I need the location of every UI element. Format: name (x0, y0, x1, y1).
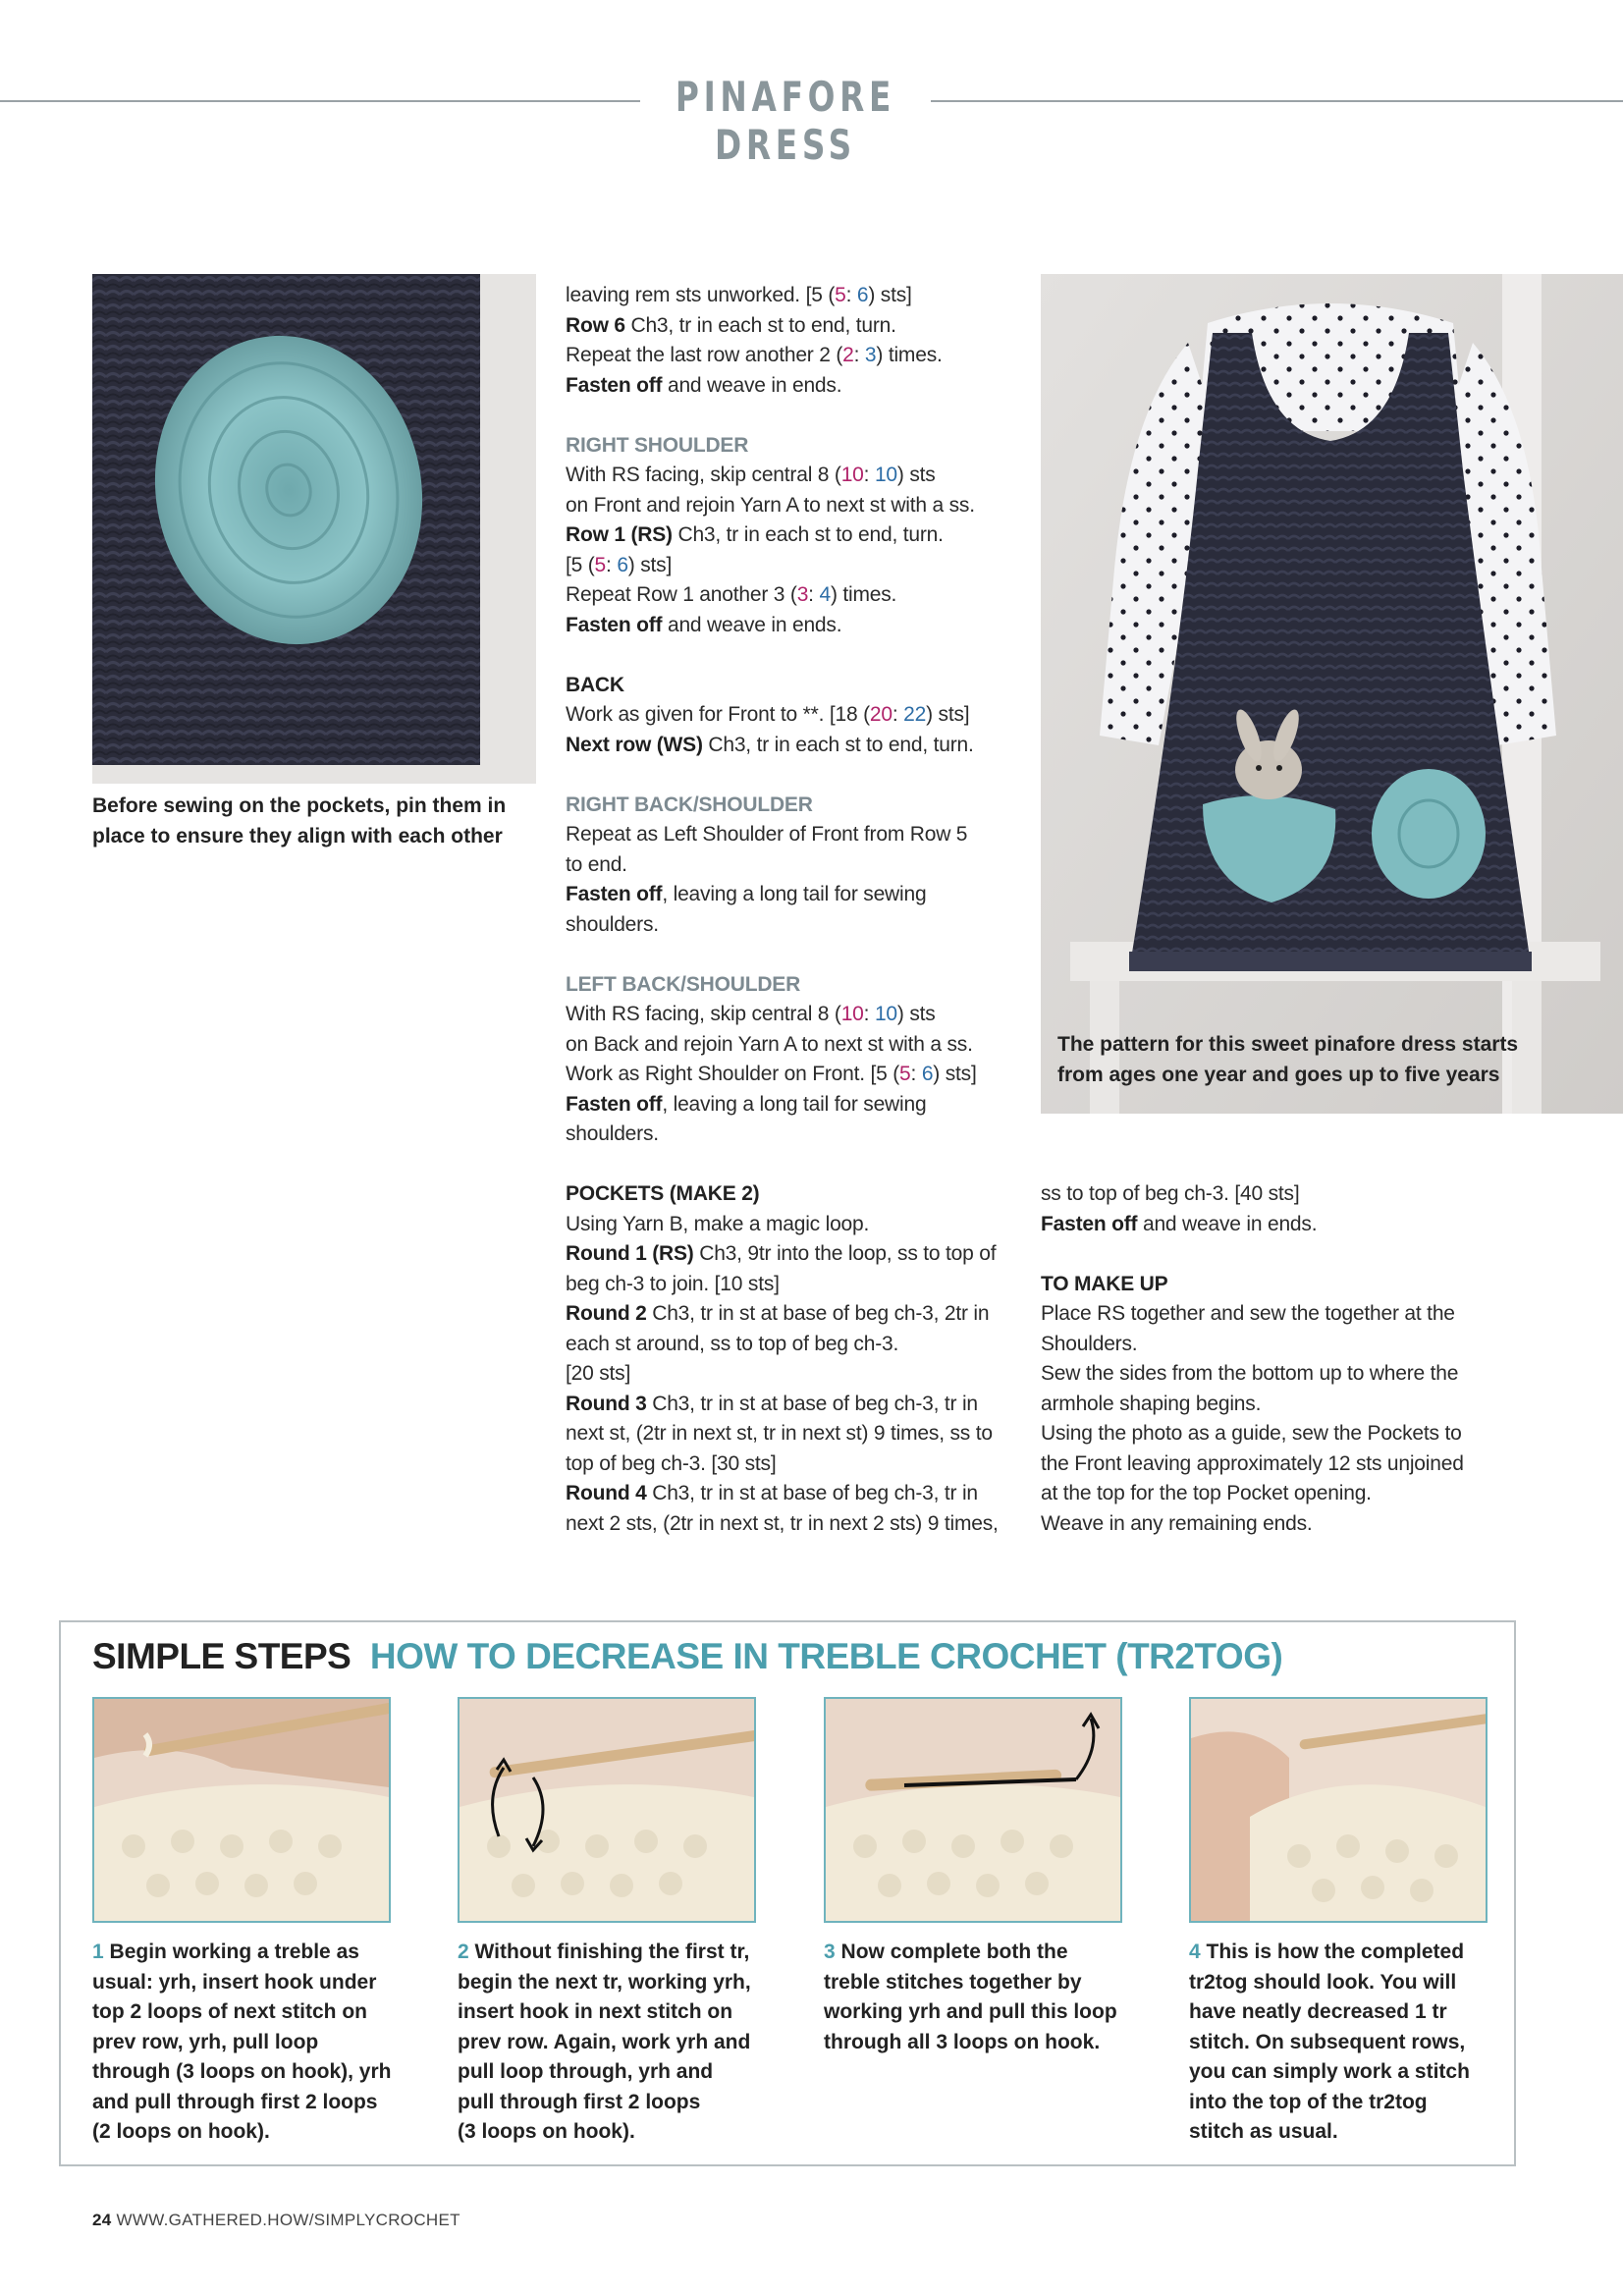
step-2-photo (458, 1697, 756, 1923)
section-heading-back: BACK (566, 673, 624, 696)
step-2-text: 2 Without finishing the first tr, begin the next tr, working yrh, insert hook in next stitch on prev row. Again, work yrh and pull loop through, yrh and pull through first 2 loops (3 loops on hook). (458, 1941, 751, 2143)
simple-steps-title: SIMPLE STEPS HOW TO DECREASE IN TREBLE CROCHET (TR2TOG) (92, 1636, 1283, 1676)
footer-url[interactable]: WWW.GATHERED.HOW/SIMPLYCROCHET (116, 2211, 460, 2229)
page-footer (92, 2211, 460, 2230)
step-1-photo (92, 1697, 391, 1923)
step-3-photo (824, 1697, 1122, 1923)
section-heading-right-back-shoulder: RIGHT BACK/SHOULDER (566, 793, 813, 816)
step-3-text: 3 Now complete both the treble stitches together by working yrh and pull this loop through all 3 loops on hook. (824, 1941, 1117, 2053)
section-heading-pockets: POCKETS (MAKE 2) (566, 1182, 760, 1205)
page-title: PINAFORE DRESS (675, 73, 896, 169)
header-rule-left (0, 100, 640, 102)
step-4-photo (1189, 1697, 1488, 1923)
header-rule-right (931, 100, 1623, 102)
section-heading-to-make-up: TO MAKE UP (1041, 1272, 1168, 1295)
left-photo-caption: Before sewing on the pockets, pin them in place to ensure they align with each other (92, 794, 507, 847)
section-heading-left-back-shoulder: LEFT BACK/SHOULDER (566, 972, 801, 996)
pinafore-dress-photo (1041, 274, 1623, 1114)
step-1-text: 1 Begin working a treble as usual: yrh, insert hook under top 2 loops of next stitch on prev row, yrh, pull loop through (3 loops on hook), yrh and pull through first 2 loops (2 loops on hook). (92, 1941, 392, 2143)
pocket-closeup-photo (92, 274, 536, 784)
pattern-column-middle: leaving rem sts unworked. [5 (5: 6) sts] Row 6 Ch3, tr in each st to end, turn. Repeat the last row another 2 (2: 3) times. Fasten off and weave in ends. RIGHT SHOULDER With RS facing, skip central 8 (10: 10) sts on Front and rejoin Yarn A to next st with a ss. Row 1 (RS) Ch3, tr in each st to end, turn. [5 (5: 6) sts] Repeat Row 1 another 3 (3: 4) times. Fasten off and weave in ends. BACK Work as given for Front to **. [18 (20: 22) sts] Next row (WS) Ch3, tr in each st to end, turn. RIGHT BACK/SHOULDER Repeat as Left Shoulder of Front from Row 5 to end. Fasten off, leaving a long tail for sewing shoulders. LEFT BACK/SHOULDER With RS facing, skip central 8 (10: 10) sts on Back and rejoin Yarn A to next st with a ss. Work as Right Shoulder on Front. [5 (5: 6) sts] Fasten off, leaving a long tail for sewing shoulders. POCKETS (MAKE 2) Using Yarn B, make a magic loop. Round 1 (RS) Ch3, 9tr into the loop, ss to top of beg ch-3 to join. [10 sts] Round 2 Ch3, tr in st at base of beg ch-3, 2tr in each st around, ss to top of beg ch-3. [20 sts] Round 3 Ch3, tr in st at base of beg ch-3, tr in next st, (2tr in next st, tr in next st) 9 times, ss to top of beg ch-3. [30 sts] Round 4 Ch3, tr in st at base of beg ch-3, tr in next 2 sts, (2tr in next st, tr in next 2 sts) 9 times, (566, 281, 1017, 1539)
page-number: 24 (92, 2211, 112, 2229)
step-4-text: 4 This is how the completed tr2tog should look. You will have neatly decreased 1 tr stitch. On subsequent rows, you can simply work a stitch into the top of the tr2tog stitch as usual. (1189, 1941, 1470, 2143)
section-heading-right-shoulder: RIGHT SHOULDER (566, 433, 749, 457)
pattern-column-right: ss to top of beg ch-3. [40 sts] Fasten off and weave in ends. TO MAKE UP Place RS together and sew the together at the Shoulders. Sew the sides from the bottom up to where the armhole shaping begins. Using the photo as a guide, sew the Pockets to the Front leaving approximately 12 sts unjoined at the top for the top Pocket opening. Weave in any remaining ends. (1041, 1179, 1512, 1539)
right-photo-caption: The pattern for this sweet pinafore dress starts from ages one year and goes up to five years (1057, 1033, 1519, 1086)
